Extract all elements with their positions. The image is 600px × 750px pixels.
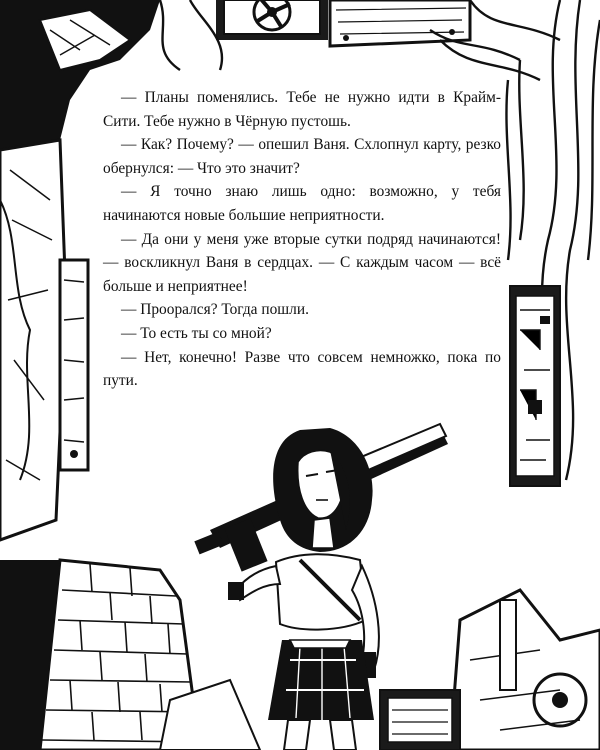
paragraph-2: — Как? Почему? — опешил Ваня. Схлопнул карту, резко обернулся: — Что это значит? <box>103 136 501 177</box>
right-rubble <box>450 590 600 750</box>
circuit-board-icon <box>510 286 560 486</box>
paragraph-4: — Да они у меня уже вторые сутки подряд начинаются! — воскликнул Ваня в сердцах. — С каждым часом — всё больше и неприятнее! <box>103 230 501 295</box>
power-block-icon <box>380 690 460 750</box>
paragraph-3: — Я точно знаю лишь одно: возможно, у тебя начинаются новые большие неприятности. <box>103 183 501 224</box>
paragraph-7: — Нет, конечно! Разве что совсем немножко, пока по пути. <box>103 348 501 390</box>
brick-wall <box>0 560 260 750</box>
story-text <box>103 86 501 393</box>
paragraph-5: — Проорался? Тогда пошли. <box>121 301 309 319</box>
paragraph-1: — Планы поменялись. Тебе не нужно идти в Крайм-Сити. Тебе нужно в Чёрную пустошь. <box>103 89 501 130</box>
computer-fan-icon <box>216 0 328 40</box>
paragraph-6: — То есть ты со мной? <box>121 324 272 342</box>
